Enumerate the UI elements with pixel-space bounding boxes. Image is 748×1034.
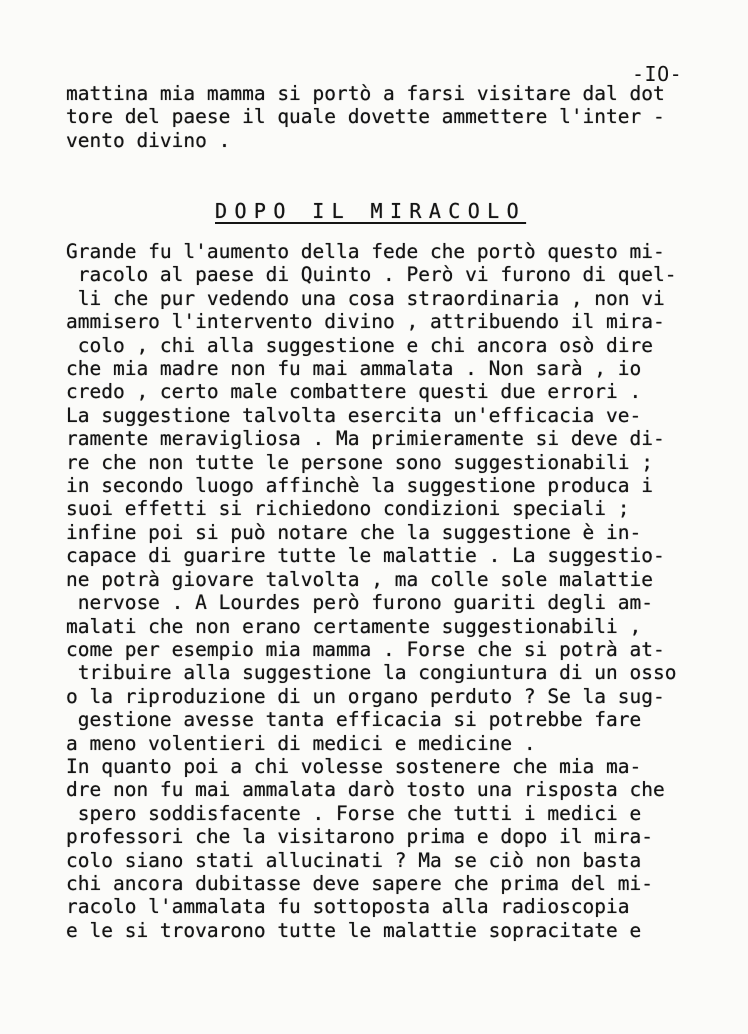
intro-paragraph: mattina mia mamma si portò a farsi visitare dal dot tore del paese il quale dovette ammettere l'inter - vento divino . [66, 82, 665, 152]
section-heading: DOPO IL MIRACOLO [215, 199, 527, 223]
body-paragraph: Grande fu l'aumento della fede che portò questo mi- racolo al paese di Quinto . Però vi furono di quel- li che pur vedendo una cosa straordinaria , non vi ammisero l'intervento divino , attribuendo il mira- colo , chi alla suggestione e chi ancora osò dire che mia madre non fu mai ammalata . Non sarà , io credo , certo male combattere questi due errori . La suggestione talvolta esercita un'efficacia ve- ramente meravigliosa . Ma primieramente si deve di- re che non tutte le persone sono suggestionabili ; in secondo luogo affinchè la suggestione produca i suoi effetti si richiedono condizioni speciali ; infine poi si può notare che la suggestione è in- capace di guarire tutte le malattie . La suggestio- ne potrà giovare talvolta , ma colle sole malattie nervose . A Lourdes però furono guariti degli am- malati che non erano certamente suggestionabili , come per esempio mia mamma . Forse che si potrà at- tribuire alla suggestione la congiuntura di un osso o la riproduzione di un organo perduto ? Se la sug- gestione avesse tanta efficacia si potrebbe fare a meno volentieri di medici e medicine . In quanto poi a chi volesse sostenere che mia ma- dre non fu mai ammalata darò tosto una risposta che spero soddisfacente . Forse che tutti i medici e professori che la visitarono prima e dopo il mira- colo siano stati allucinati ? Ma se ciò non basta chi ancora dubitasse deve sapere che prima del mi- racolo l'ammalata fu sottoposta alla radioscopia e le si trovarono tutte le malattie sopracitate e [66, 240, 677, 942]
page-number: -IO- [632, 62, 683, 86]
